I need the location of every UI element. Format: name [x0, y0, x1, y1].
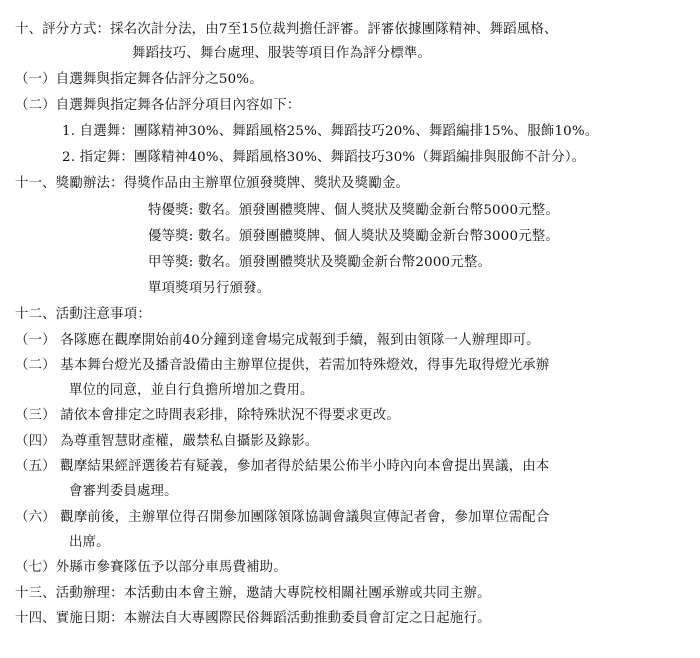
- item-12-2-line-1: （二） 基本舞台燈光及播音設備由主辦單位提供，若需加特殊燈效，得事先取得燈光承辦: [15, 358, 550, 373]
- item-12-5-line-1: （五） 觀摩結果經評選後若有疑義，參加者得於結果公佈半小時內向本會提出異議，由本: [15, 459, 550, 474]
- section-11-line-1: 十一、獎勵辦法：得獎作品由主辦單位頒發獎牌、獎狀及獎勵金。: [15, 176, 410, 191]
- item-10-2: （二）自選舞與指定舞各佔評分項目內容如下：: [15, 98, 301, 113]
- section-10-line-1: 十、評分方式：採名次計分法，由7至15位裁判擔任評審。評審依據團隊精神、舞蹈風格、: [15, 22, 558, 37]
- item-12-5-line-2: 會審判委員處理。: [69, 484, 178, 499]
- item-12-7: （七）外縣市參賽隊伍予以部分車馬費補助。: [15, 560, 287, 575]
- item-12-2-line-2: 單位的同意，並自行負擔所增加之費用。: [69, 383, 314, 398]
- section-10-line-2: 舞蹈技巧、舞台處理、服裝等項目作為評分標準。: [132, 46, 431, 61]
- section-14: 十四、實施日期：本辦法自大專國際民俗舞蹈活動推動委員會訂定之日起施行。: [15, 611, 491, 626]
- item-12-6-line-1: （六） 觀摩前後，主辦單位得召開參加團隊領隊協調會議與宣傳記者會，參加單位需配合: [15, 510, 550, 525]
- item-12-6-line-2: 出席。: [69, 535, 110, 550]
- section-12-heading: 十二、活動注意事項：: [15, 307, 151, 322]
- item-12-3: （三） 請依本會排定之時間表彩排，除特殊狀況不得要求更改。: [15, 408, 400, 423]
- item-12-4: （四） 為尊重智慧財產權，嚴禁私自攝影及錄影。: [15, 434, 319, 449]
- item-10-2-sub-1: 1. 自選舞：團隊精神30%、舞蹈風格25%、舞蹈技巧20%、舞蹈編排15%、服飾10%。: [62, 124, 599, 139]
- item-12-1: （一） 各隊應在觀摩開始前40分鐘到達會場完成報到手續，報到由領隊一人辦理即可。: [15, 333, 540, 348]
- item-10-1: （一）自選舞與指定舞各佔評分之50%。: [15, 72, 263, 87]
- section-13: 十三、活動辦理：本活動由本會主辦，邀請大專院校相關社團承辦或共同主辦。: [15, 586, 491, 601]
- award-excellent: 優等獎: 數名。頒發團體獎牌、個人獎狀及獎勵金新台幣3000元整。: [148, 229, 559, 244]
- award-individual: 單項獎項另行頒發。: [148, 281, 271, 296]
- item-10-2-sub-2: 2. 指定舞：團隊精神40%、舞蹈風格30%、舞蹈技巧30%（舞蹈編排與服飾不計分）。: [62, 150, 586, 165]
- award-premium: 特優獎: 數名。頒發團體獎牌、個人獎狀及獎勵金新台幣5000元整。: [148, 203, 559, 218]
- award-first: 甲等獎: 數名。頒發團體獎狀及獎勵金新台幣2000元整。: [148, 255, 492, 270]
